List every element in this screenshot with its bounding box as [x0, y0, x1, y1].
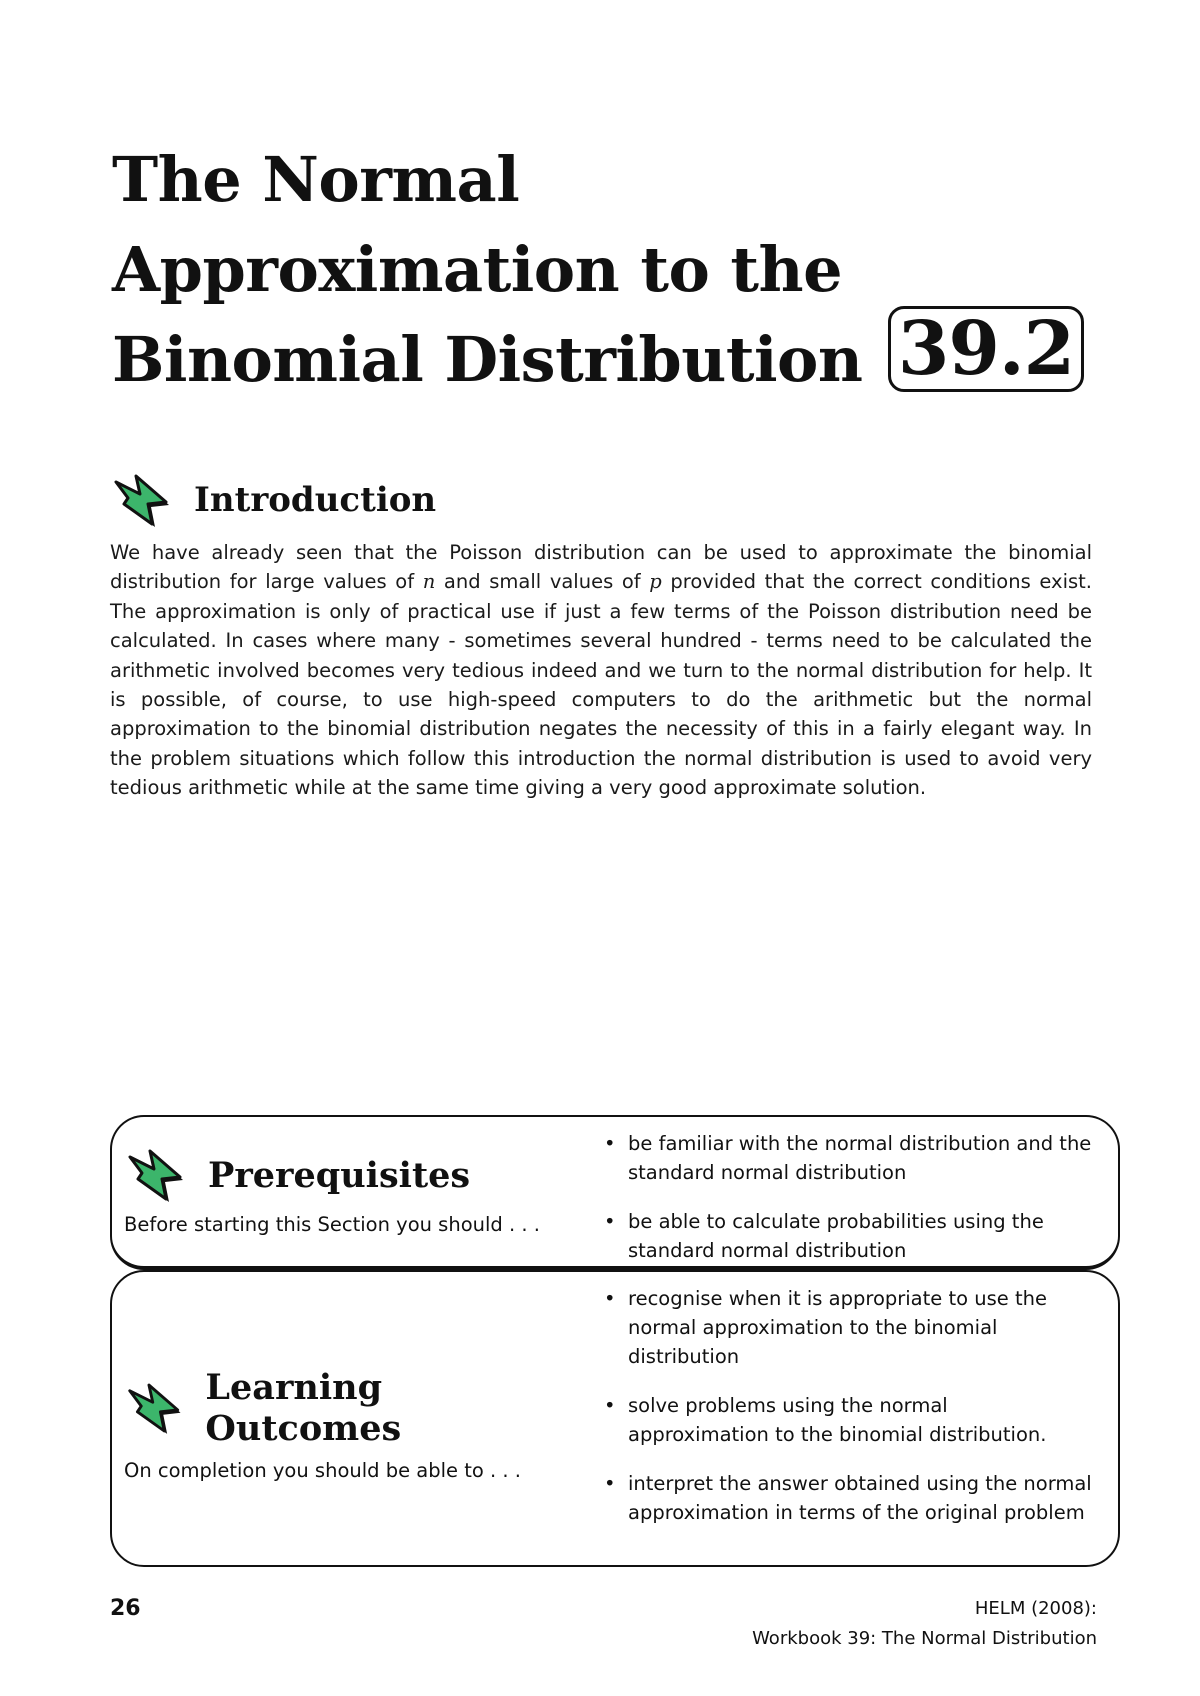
list-item	[602, 1284, 1092, 1371]
learning-outcomes-subtitle: On completion you should be able to . . .	[124, 1459, 522, 1482]
green-arrow-icon	[124, 1380, 183, 1436]
learning-outcomes-label	[124, 1367, 574, 1482]
learning-outcomes-list	[602, 1284, 1092, 1547]
variable-p: p	[649, 570, 662, 594]
prerequisites-box	[110, 1115, 1120, 1270]
title-line-3: Binomial Distribution	[112, 323, 863, 396]
variable-n: n	[422, 570, 436, 594]
bullet-icon: •	[604, 1472, 616, 1495]
prerequisites-label	[124, 1147, 574, 1236]
page-number: 26	[110, 1596, 141, 1621]
bullet-icon: •	[604, 1210, 616, 1233]
prerequisites-heading: Prerequisites	[208, 1154, 471, 1196]
intro-text-part-1: We have already seen that the Poisson distribution can be used to approximate the binomial distribution for large values of	[110, 541, 1092, 594]
list-item	[602, 1207, 1092, 1265]
title-line-1: The Normal	[112, 143, 520, 216]
green-arrow-icon	[124, 1147, 186, 1203]
prerequisites-list	[602, 1129, 1092, 1285]
learning-outcomes-box	[110, 1270, 1120, 1567]
list-item	[602, 1469, 1092, 1527]
intro-text-part-2: and small values of	[435, 570, 650, 594]
green-arrow-icon	[110, 472, 172, 528]
list-item	[602, 1391, 1092, 1449]
introduction-paragraph	[110, 538, 1092, 803]
introduction-header	[110, 470, 436, 530]
footer-line-1: HELM (2008):	[974, 1598, 1097, 1619]
introduction-heading: Introduction	[194, 480, 437, 520]
section-number-badge: 39.2	[888, 306, 1084, 392]
list-item-text: solve problems using the normal approximation to the binomial distribution.	[628, 1394, 1047, 1446]
prerequisites-subtitle: Before starting this Section you should . . .	[124, 1213, 540, 1236]
list-item-text: be familiar with the normal distribution and the standard normal distribution	[628, 1132, 1092, 1184]
list-item	[602, 1129, 1092, 1187]
list-item-text: interpret the answer obtained using the normal approximation in terms of the original problem	[628, 1472, 1092, 1524]
list-item-text: recognise when it is appropriate to use the normal approximation to the binomial distribution	[628, 1287, 1047, 1368]
footer-citation	[752, 1594, 1097, 1654]
bullet-icon: •	[604, 1132, 616, 1155]
list-item-text: be able to calculate probabilities using the standard normal distribution	[628, 1210, 1044, 1262]
learning-outcomes-heading: Learning Outcomes	[205, 1367, 402, 1449]
bullet-icon: •	[604, 1394, 616, 1417]
title-line-2: Approximation to the	[112, 233, 843, 306]
footer-line-2: Workbook 39: The Normal Distribution	[752, 1628, 1097, 1649]
page-title	[112, 135, 872, 405]
intro-text-part-3: provided that the correct conditions exist. The approximation is only of practical use if just a few terms of the Poisson distribution need be calculated. In cases where many - sometimes several hundred - terms need to be calculated the arithmetic involved becomes very tedious indeed and we turn to the normal distribution for help. It is possible, of course, to use high-speed computers to do the arithmetic but the normal approximation to the binomial distribution negates the necessity of this in a fairly elegant way. In the problem situations which follow this introduction the normal distribution is used to avoid very tedious arithmetic while at the same time giving a very good approximate solution.	[110, 570, 1092, 800]
bullet-icon: •	[604, 1287, 616, 1310]
